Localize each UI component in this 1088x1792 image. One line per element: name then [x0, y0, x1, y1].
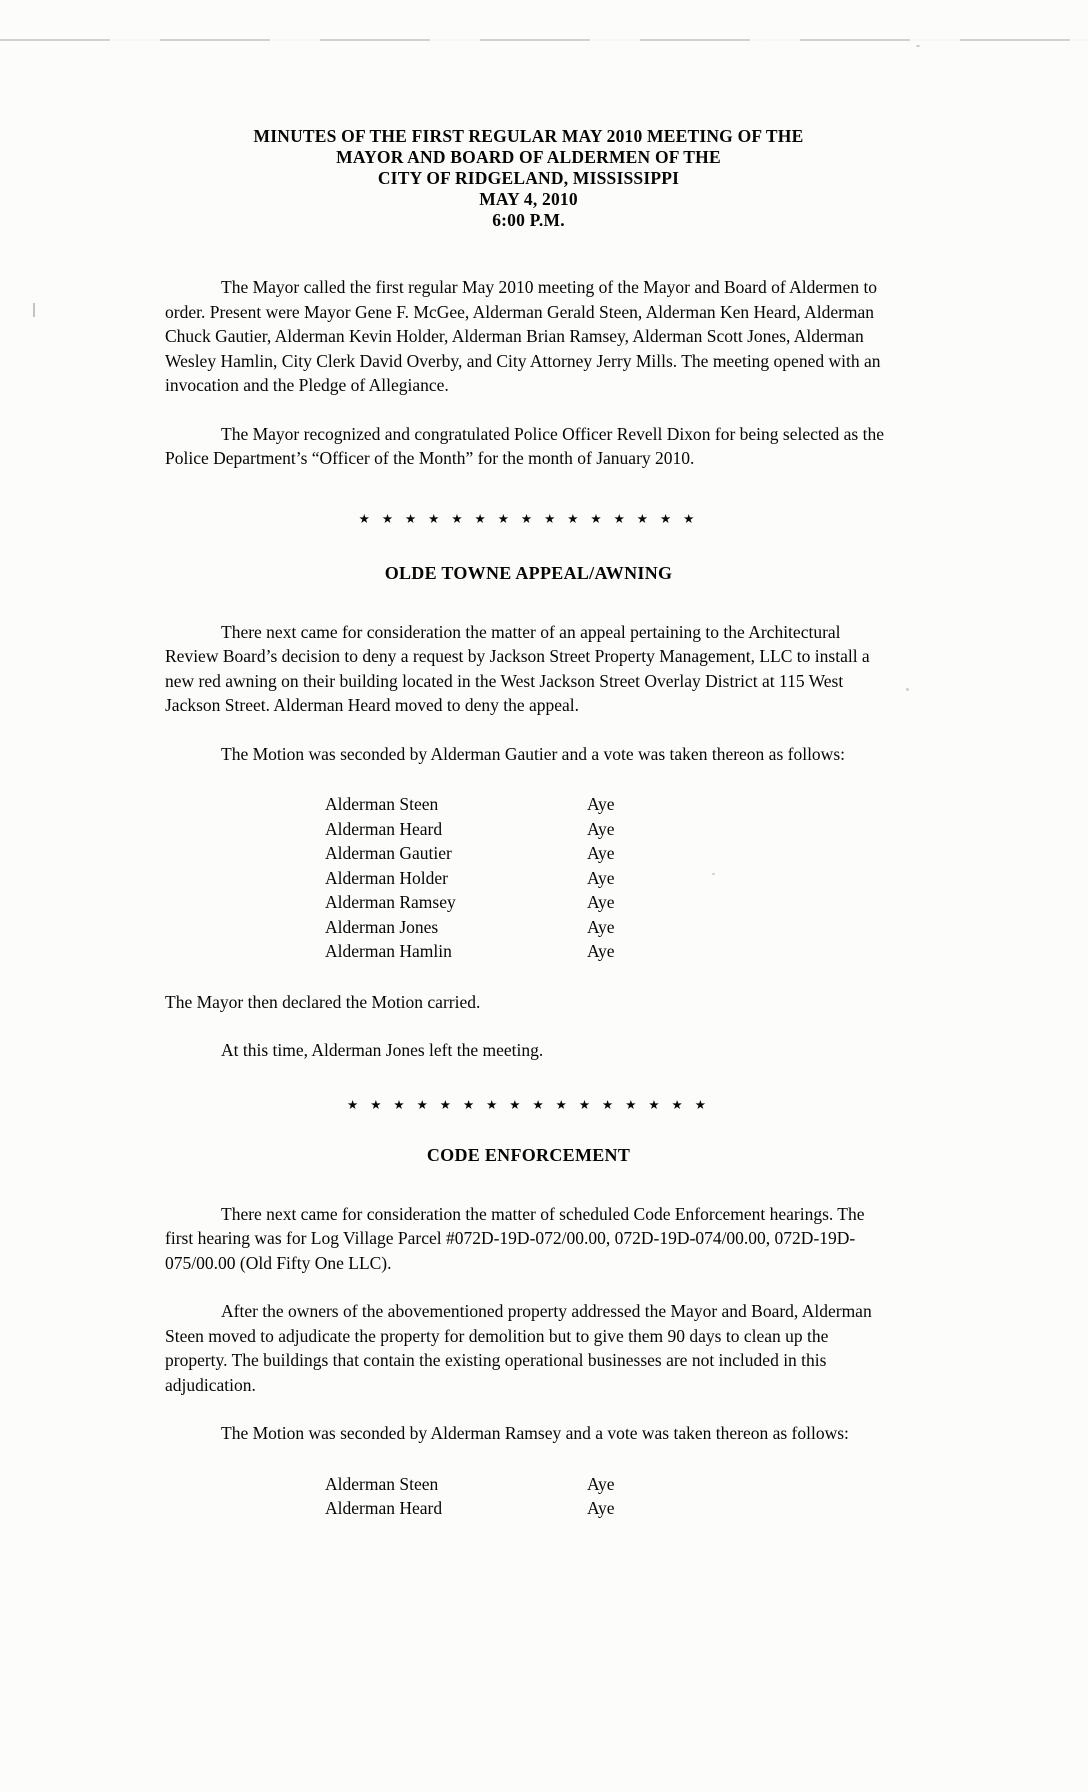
paragraph-call-to-order: The Mayor called the first regular May 2010 meeting of the Mayor and Board of Aldermen to order. Present were Mayor Gene F. McGee, Alderman Gerald Steen, Alderman Ken Heard, Alderman Chuck Gautier, Alderman Kevin Holder, Alderman Brian Ramsey, Alderman Scott Jones, Alderman Wesley Hamlin, City Clerk David Overby, and City Attorney Jerry Mills. The meeting opened with an invocation and the Pledge of Allegiance. [165, 277, 881, 395]
vote-value: Aye [587, 867, 615, 888]
vote-row [325, 866, 892, 891]
star-separator: ★ ★ ★ ★ ★ ★ ★ ★ ★ ★ ★ ★ ★ ★ ★ [358, 510, 699, 526]
voter-name: Alderman Heard [325, 818, 443, 839]
vote-table-code-enforcement [325, 1472, 892, 1521]
title-line-5: 6:00 P.M. [492, 210, 565, 230]
vote-row [325, 890, 892, 915]
vote-row [325, 792, 892, 817]
vote-row [325, 939, 892, 964]
paragraph-code-enforcement-hearing: There next came for consideration the matter of scheduled Code Enforcement hearings. The first hearing was for Log Village Parcel #072D-19D-072/00.00, 072D-19D-074/00.00, 072D-19D-075/00.00 (Old Fifty One LLC). [165, 1203, 865, 1273]
vote-row [325, 1496, 892, 1521]
title-line-1: MINUTES OF THE FIRST REGULAR MAY 2010 MEETING OF THE [253, 126, 804, 146]
paragraph-motion-seconded-gautier: The Motion was seconded by Alderman Gautier and a vote was taken thereon as follows: [221, 743, 845, 764]
vote-value: Aye [587, 892, 615, 912]
vote-row [325, 915, 892, 940]
voter-name: Alderman Steen [325, 794, 439, 814]
voter-name: Alderman Heard [325, 1498, 443, 1518]
vote-table-olde-towne [325, 792, 892, 964]
vote-value: Aye [587, 794, 615, 814]
vote-value: Aye [587, 941, 615, 961]
vote-row [325, 841, 892, 866]
paragraph-officer-recognition: The Mayor recognized and congratulated Police Officer Revell Dixon for being selected as the Police Department’s “Officer of the Month” for the month of January 2010. [165, 423, 884, 468]
title-line-2: MAYOR AND BOARD OF ALDERMEN OF THE [336, 147, 721, 167]
vote-value: Aye [587, 1498, 615, 1518]
voter-name: Alderman Ramsey [325, 892, 456, 912]
voter-name: Alderman Holder [325, 867, 448, 888]
section-heading-code-enforcement: CODE ENFORCEMENT [426, 1145, 631, 1165]
vote-row [325, 817, 892, 842]
title-line-4: MAY 4, 2010 [479, 189, 578, 209]
paragraph-adjudicate-demolition: After the owners of the abovementioned property addressed the Mayor and Board, Alderman Steen moved to adjudicate the property for demolition but to give them 90 days to clean up the property. The buildings that contain the existing operational businesses are not included in this adjudication. [165, 1301, 872, 1395]
vote-value: Aye [587, 916, 615, 937]
vote-value: Aye [587, 818, 615, 839]
paragraph-olde-towne-appeal: There next came for consideration the matter of an appeal pertaining to the Architectural Review Board’s decision to deny a request by Jackson Street Property Management, LLC to install a new red awning on their building located in the West Jackson Street Overlay District at 115 West Jackson Street. Alderman Heard moved to deny the appeal. [165, 621, 870, 715]
voter-name: Alderman Gautier [325, 843, 452, 863]
star-separator: ★ ★ ★ ★ ★ ★ ★ ★ ★ ★ ★ ★ ★ ★ ★ ★ [347, 1096, 710, 1112]
paragraph-jones-left: At this time, Alderman Jones left the meeting. [221, 1040, 544, 1060]
paragraph-motion-carried: The Mayor then declared the Motion carried. [165, 991, 481, 1012]
paragraph-motion-seconded-ramsey: The Motion was seconded by Alderman Ramsey and a vote was taken thereon as follows: [221, 1423, 849, 1443]
vote-row [325, 1472, 892, 1497]
document-title [165, 126, 892, 231]
voter-name: Alderman Hamlin [325, 941, 452, 961]
section-heading-olde-towne: OLDE TOWNE APPEAL/AWNING [384, 563, 673, 583]
vote-value: Aye [587, 1473, 615, 1494]
voter-name: Alderman Steen [325, 1473, 439, 1494]
vote-value: Aye [587, 843, 615, 863]
title-line-3: CITY OF RIDGELAND, MISSISSIPPI [377, 168, 680, 188]
voter-name: Alderman Jones [325, 916, 439, 937]
